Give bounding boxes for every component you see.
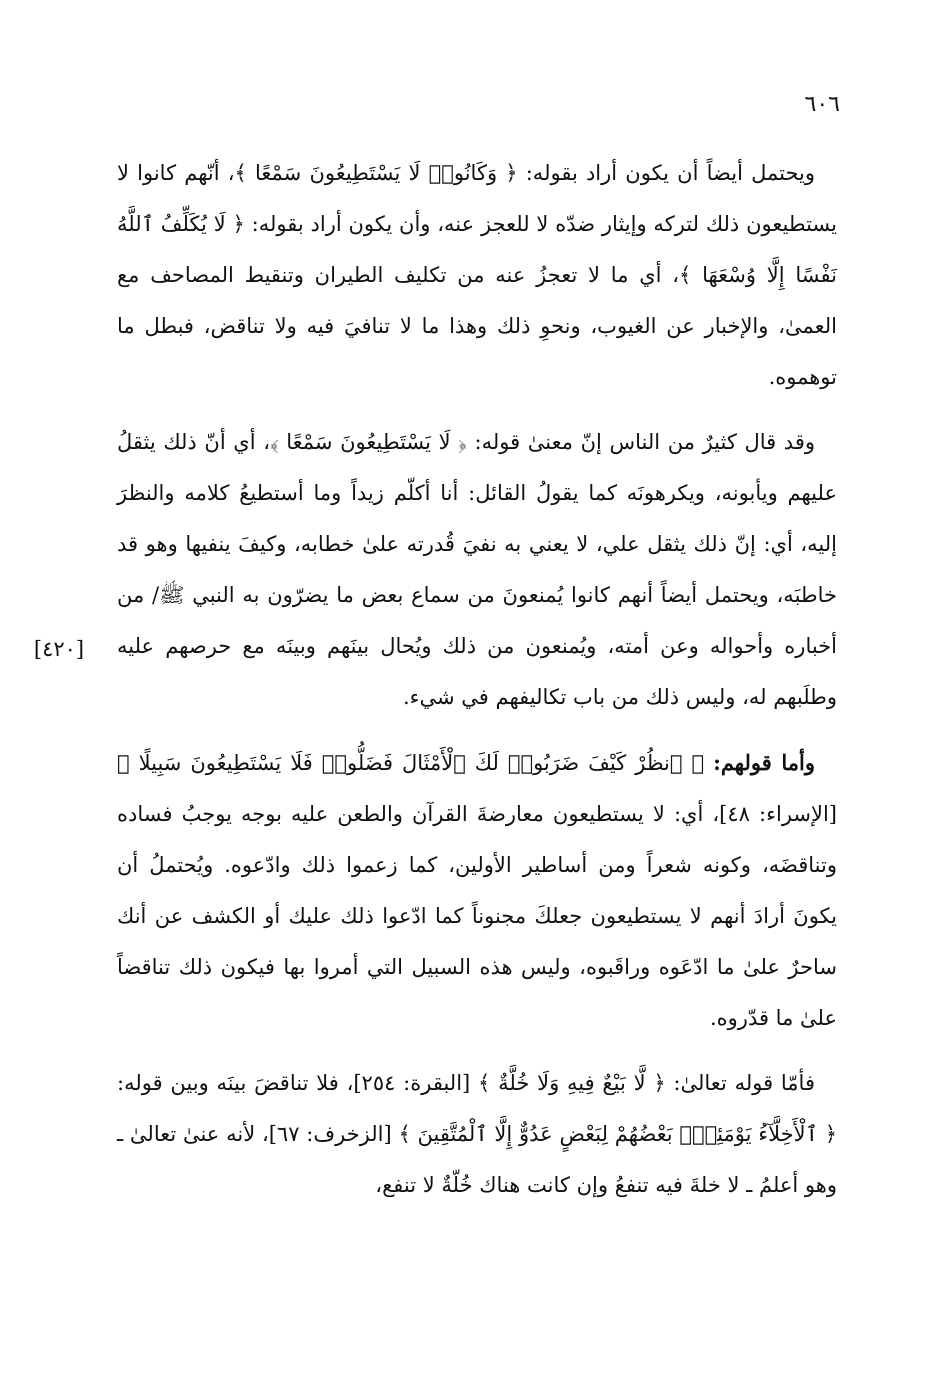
- paragraph-text: ﴿ ٱنظُرْ كَيْفَ ضَرَبُوا۟ لَكَ ٱلْأَمْثَالَ فَضَلُّوا۟ فَلَا يَسْتَطِيعُونَ سَبِيلًا ﴾ [الإسراء: ٤٨]، أي: لا يستطيعون معارضةَ القرآن والطعن عليه بوجه يوجبُ فساده وتناقضَه، وكونه شعراً ومن أساطير الأولين، كما زعموا ذلك وادّعوه. ويُحتملُ أن يكونَ أرادَ أنهم لا يستطيعون جعلكَ مجنوناً كما ادّعوا ذلك عليك أو الكشف عن أنك ساحرٌ علىٰ ما ادّعَوه وراقَبوه، وليس هذه السبيل التي أمروا بها فيكون ذلك تناقضاً علىٰ ما قدّروه.: [117, 751, 838, 1030]
- body-text: [117, 148, 837, 1225]
- paragraph-text: ويحتمل أيضاً أن يكون أراد بقوله: ﴿ وَكَانُوا۟ لَا يَسْتَطِيعُونَ سَمْعًا ﴾، أنّهم كانوا لا يستطيعون ذلك لتركه وإيثار ضدّه لا للعجز عنه، وأن يكون أراد بقوله: ﴿ لَا يُكَلِّفُ ٱللَّهُ نَفْسًا إِلَّا وُسْعَهَا ﴾، أي ما لا تعجزُ عنه من تكليف الطيران وتنقيط المصاحف مع العمىٰ، والإخبار عن الغيوب، ونحوِ ذلك وهذا ما لا تنافيَ فيه ولا تناقض، فبطل ما توهموه.: [117, 161, 837, 389]
- page-number: ٦٠٦: [804, 92, 840, 117]
- paragraph: [117, 417, 837, 723]
- paragraph: [117, 737, 837, 1044]
- paragraph: [117, 1058, 837, 1211]
- paragraph-text: وقد قال كثيرٌ من الناس إنّ معنىٰ قوله: ﴿ لَا يَسْتَطِيعُونَ سَمْعًا ﴾، أي أنّ ذلك يثقلُ عليهم ويأبونه، ويكرهونَه كما يقولُ القائل: أنا أكلّم زيداً وما أستطيعُ كلامه والنظرَ إليه، أي: إنّ ذلك يثقل علي، لا يعني به نفيَ قُدرته علىٰ خطابه، وكيفَ ينفيها وهو قد خاطبَه، ويحتمل أيضاً أنهم كانوا يُمنعونَ من سماع بعض ما يضرّون به النبي ﷺ/ من أخباره وأحواله وعن أمته، ويُمنعون من ذلك ويُحال بينَهم وبينَه مع حرصهم عليه وطلَبهم له، وليس ذلك من باب تكاليفهم في شيء.: [117, 430, 837, 709]
- paragraph: [117, 148, 837, 403]
- margin-manuscript-reference: [٤٢٠]: [33, 637, 85, 661]
- paragraph-text: فأمّا قوله تعالىٰ: ﴿ لَّا بَيْعٌ فِيهِ وَلَا خُلَّةٌ ﴾ [البقرة: ٢٥٤]، فلا تناقضَ بينَه وبين قوله: ﴿ ٱلْأَخِلَّآءُ يَوْمَئِذٍۭ بَعْضُهُمْ لِبَعْضٍ عَدُوٌّ إِلَّا ٱلْمُتَّقِينَ ﴾ [الزخرف: ٦٧]، لأنه عنىٰ تعالىٰ ـ وهو أعلمُ ـ لا خلةَ فيه تنفعُ وإن كانت هناك خُلّةٌ لا تنفع،: [117, 1071, 837, 1197]
- paragraph-lead: وأما قولهم:: [713, 750, 815, 775]
